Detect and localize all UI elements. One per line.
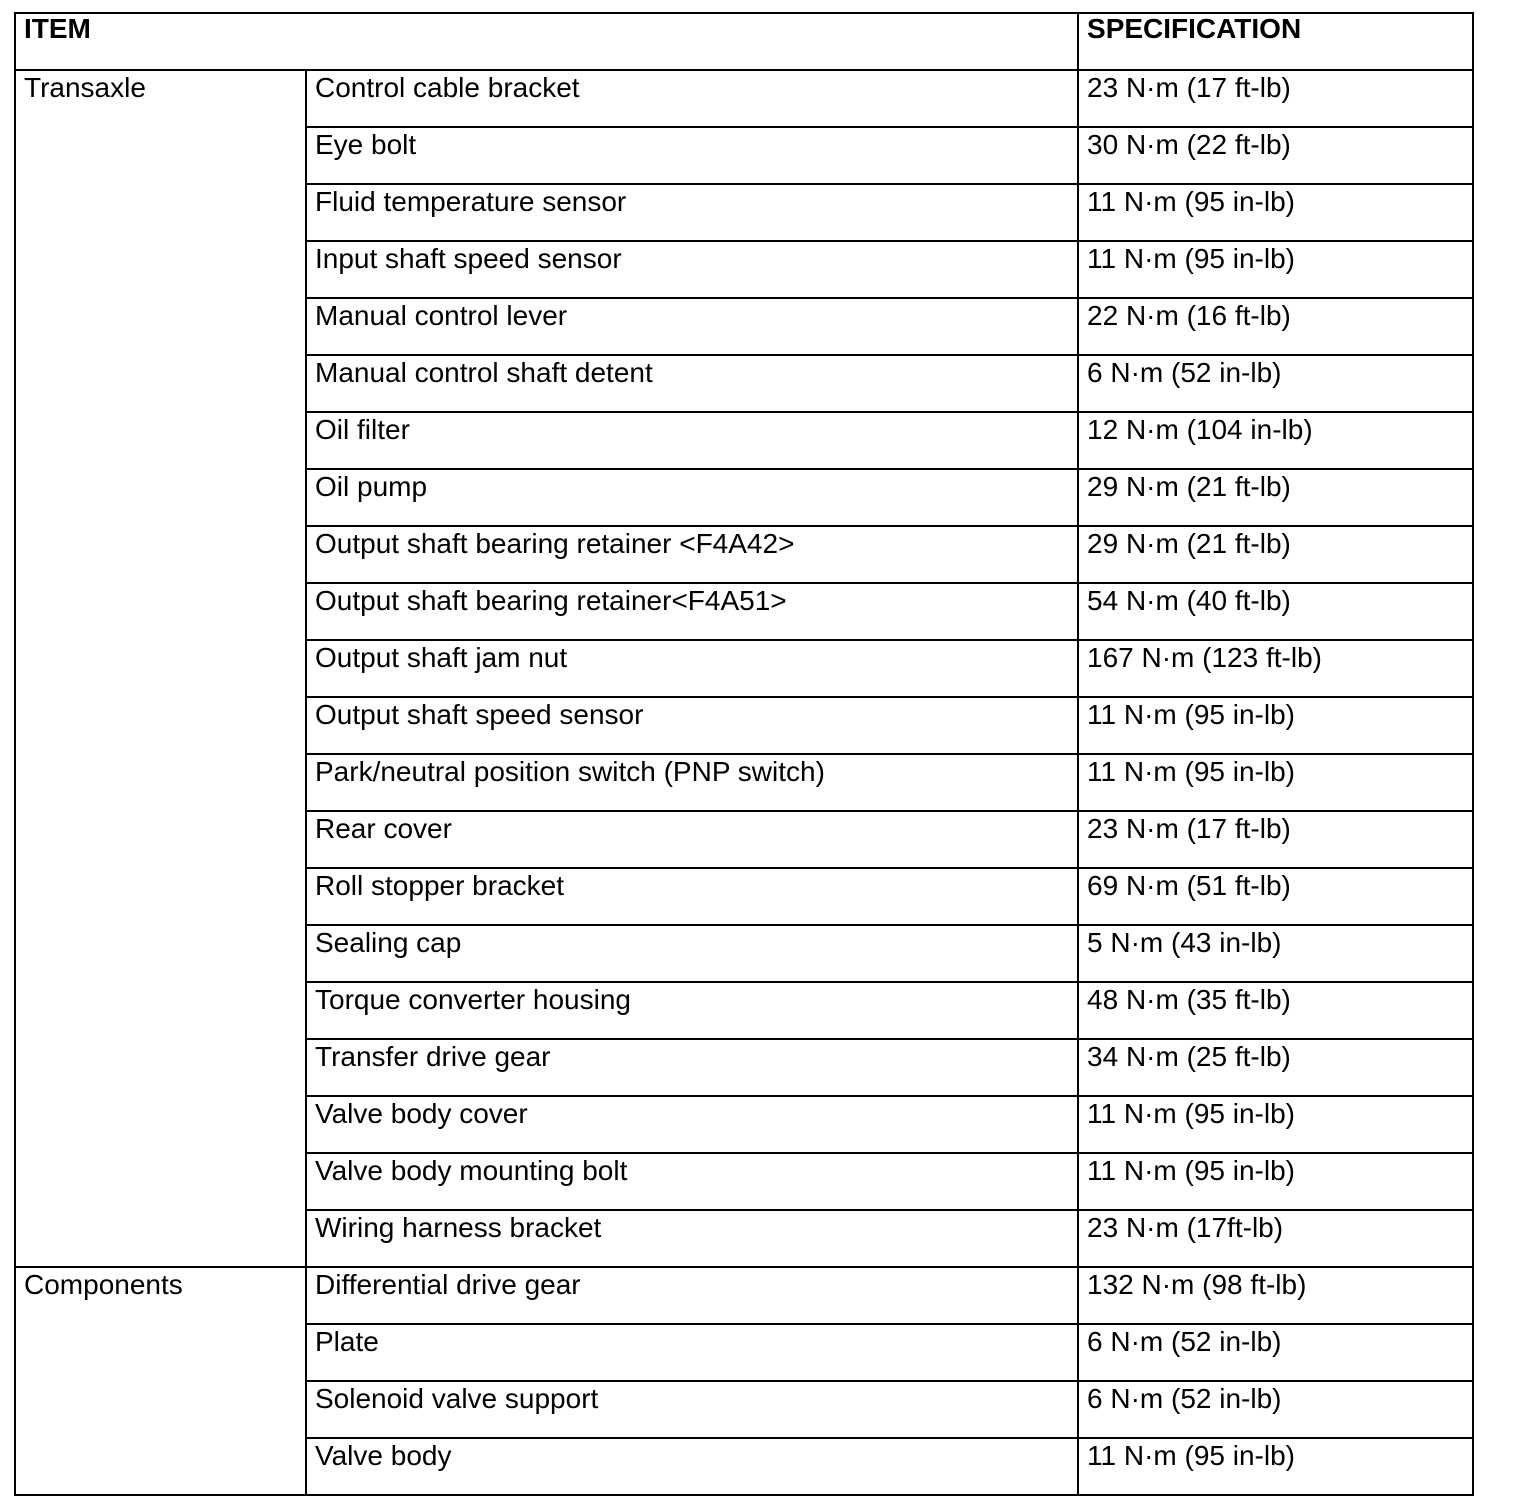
spec-cell: 34 N·m (25 ft-lb)	[1078, 1039, 1473, 1096]
spec-cell: 6 N·m (52 in-lb)	[1078, 355, 1473, 412]
table-body	[15, 70, 1473, 1495]
table-row	[15, 1267, 1473, 1324]
item-cell: Plate	[306, 1324, 1078, 1381]
table-header-row	[15, 13, 1473, 70]
spec-cell: 6 N·m (52 in-lb)	[1078, 1324, 1473, 1381]
item-cell: Torque converter housing	[306, 982, 1078, 1039]
item-cell: Output shaft jam nut	[306, 640, 1078, 697]
spec-cell: 11 N·m (95 in-lb)	[1078, 241, 1473, 298]
spec-cell: 48 N·m (35 ft-lb)	[1078, 982, 1473, 1039]
spec-cell: 23 N·m (17 ft-lb)	[1078, 811, 1473, 868]
spec-cell: 11 N·m (95 in-lb)	[1078, 184, 1473, 241]
spec-cell: 132 N·m (98 ft-lb)	[1078, 1267, 1473, 1324]
item-cell: Fluid temperature sensor	[306, 184, 1078, 241]
spec-cell: 29 N·m (21 ft-lb)	[1078, 469, 1473, 526]
item-cell: Differential drive gear	[306, 1267, 1078, 1324]
item-cell: Rear cover	[306, 811, 1078, 868]
spec-cell: 69 N·m (51 ft-lb)	[1078, 868, 1473, 925]
table-row	[15, 70, 1473, 127]
item-cell: Output shaft bearing retainer <F4A42>	[306, 526, 1078, 583]
item-cell: Output shaft speed sensor	[306, 697, 1078, 754]
spec-cell: 22 N·m (16 ft-lb)	[1078, 298, 1473, 355]
spec-cell: 12 N·m (104 in-lb)	[1078, 412, 1473, 469]
item-cell: Manual control shaft detent	[306, 355, 1078, 412]
item-cell: Oil filter	[306, 412, 1078, 469]
torque-spec-table	[14, 12, 1474, 1496]
item-cell: Manual control lever	[306, 298, 1078, 355]
item-cell: Valve body mounting bolt	[306, 1153, 1078, 1210]
spec-cell: 11 N·m (95 in-lb)	[1078, 1438, 1473, 1495]
spec-cell: 30 N·m (22 ft-lb)	[1078, 127, 1473, 184]
item-cell: Control cable bracket	[306, 70, 1078, 127]
spec-cell: 54 N·m (40 ft-lb)	[1078, 583, 1473, 640]
spec-cell: 29 N·m (21 ft-lb)	[1078, 526, 1473, 583]
spec-cell: 5 N·m (43 in-lb)	[1078, 925, 1473, 982]
item-cell: Output shaft bearing retainer<F4A51>	[306, 583, 1078, 640]
spec-cell: 11 N·m (95 in-lb)	[1078, 1153, 1473, 1210]
item-cell: Wiring harness bracket	[306, 1210, 1078, 1267]
header-item: ITEM	[15, 13, 1078, 70]
item-cell: Park/neutral position switch (PNP switch)	[306, 754, 1078, 811]
spec-cell: 167 N·m (123 ft-lb)	[1078, 640, 1473, 697]
header-specification: SPECIFICATION	[1078, 13, 1473, 70]
item-cell: Transfer drive gear	[306, 1039, 1078, 1096]
spec-cell: 11 N·m (95 in-lb)	[1078, 697, 1473, 754]
item-cell: Valve body	[306, 1438, 1078, 1495]
group-name-cell: Components	[15, 1267, 306, 1495]
item-cell: Oil pump	[306, 469, 1078, 526]
item-cell: Valve body cover	[306, 1096, 1078, 1153]
item-cell: Input shaft speed sensor	[306, 241, 1078, 298]
group-name-cell: Transaxle	[15, 70, 306, 1267]
spec-cell: 23 N·m (17ft-lb)	[1078, 1210, 1473, 1267]
item-cell: Roll stopper bracket	[306, 868, 1078, 925]
item-cell: Sealing cap	[306, 925, 1078, 982]
spec-cell: 23 N·m (17 ft-lb)	[1078, 70, 1473, 127]
spec-cell: 6 N·m (52 in-lb)	[1078, 1381, 1473, 1438]
spec-cell: 11 N·m (95 in-lb)	[1078, 1096, 1473, 1153]
spec-cell: 11 N·m (95 in-lb)	[1078, 754, 1473, 811]
item-cell: Solenoid valve support	[306, 1381, 1078, 1438]
item-cell: Eye bolt	[306, 127, 1078, 184]
